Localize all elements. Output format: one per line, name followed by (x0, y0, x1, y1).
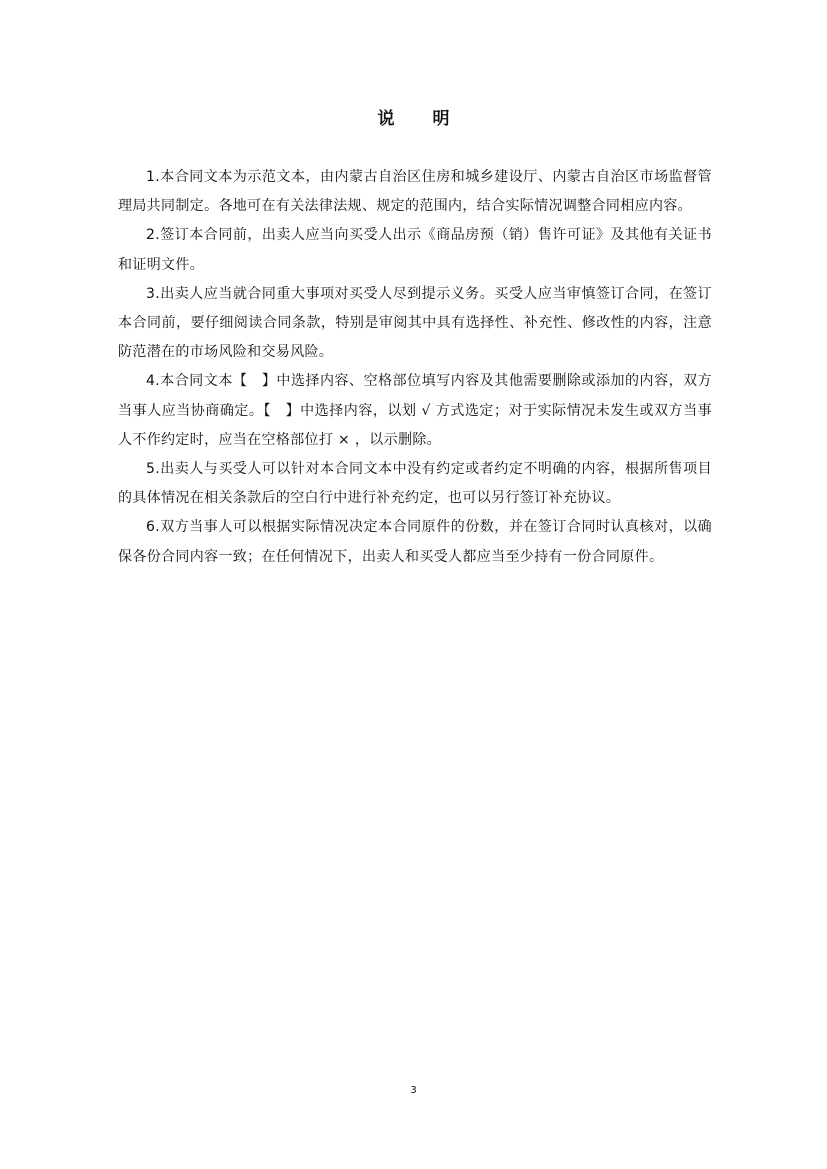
instruction-paragraph-4: 4.本合同文本【 】中选择内容、空格部位填写内容及其他需要删除或添加的内容，双方当事人应当协商确定。【 】中选择内容，以划 √ 方式选定；对于实际情况未发生或双方当事人不作约定时，应当在空格部位打 × ，以示删除。 (118, 373, 712, 448)
instruction-paragraph-3: 3.出卖人应当就合同重大事项对买受人尽到提示义务。买受人应当审慎签订合同，在签订本合同前，要仔细阅读合同条款，特别是审阅其中具有选择性、补充性、修改性的内容，注意防范潜在的市场风险和交易风险。 (118, 285, 712, 361)
title-char-1: 说 (377, 109, 395, 129)
page-number: 3 (410, 1085, 417, 1096)
instruction-paragraph-2: 2.签订本合同前，出卖人应当向买受人出示《商品房预（销）售许可证》及其他有关证书和证明文件。 (118, 227, 712, 273)
page-title (0, 104, 827, 129)
instructions-body (118, 163, 712, 572)
instruction-paragraph-5: 5.出卖人与买受人可以针对本合同文本中没有约定或者约定不明确的内容，根据所售项目的具体情况在相关条款后的空白行中进行补充约定，也可以另行签订补充协议。 (118, 461, 712, 507)
instruction-paragraph-6: 6.双方当事人可以根据实际情况决定本合同原件的份数，并在签订合同时认真核对，以确保各份合同内容一致；在任何情况下，出卖人和买受人都应当至少持有一份合同原件。 (118, 519, 712, 565)
title-char-2: 明 (432, 109, 450, 129)
instruction-paragraph-1: 1.本合同文本为示范文本，由内蒙古自治区住房和城乡建设厅、内蒙古自治区市场监督管理局共同制定。各地可在有关法律法规、规定的范围内，结合实际情况调整合同相应内容。 (118, 169, 712, 215)
